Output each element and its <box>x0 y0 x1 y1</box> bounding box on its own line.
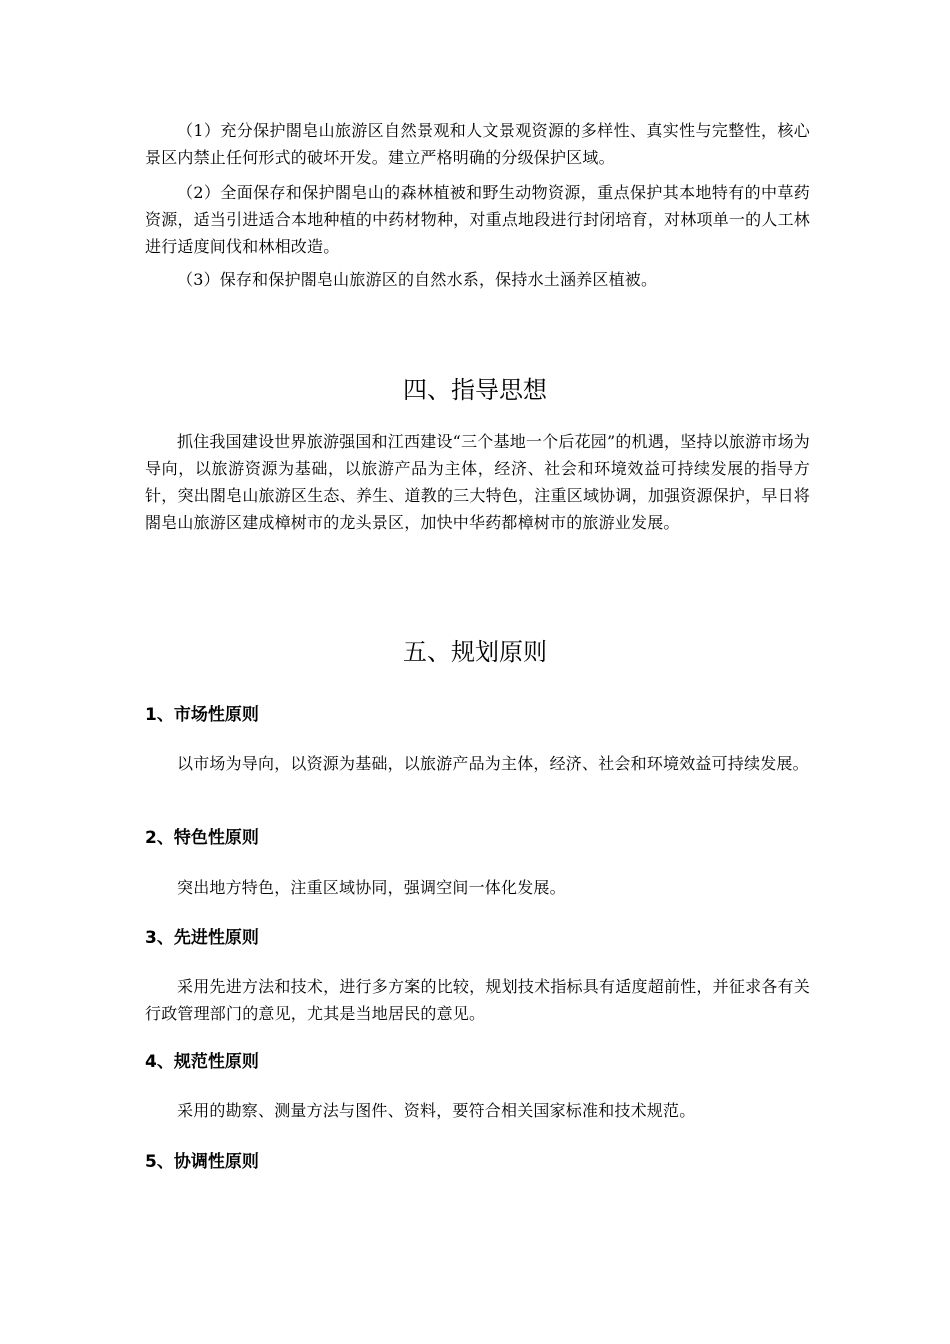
principle-3-title: 3、先进性原则 <box>145 928 259 948</box>
section-4-title: 四、指导思想 <box>403 376 547 404</box>
section-4-paragraph: 抓住我国建设世界旅游强国和江西建设“三个基地一个后花园”的机遇，坚持以旅游市场为导向，以旅游资源为基础，以旅游产品为主体，经济、社会和环境效益可持续发展的指导方针，突出閤皂山旅游区生态、养生、道教的三大特色，注重区域协调，加强资源保护，早日将閤皂山旅游区建成樟树市的龙头景区，加快中华药都樟树市的旅游业发展。 <box>145 432 810 532</box>
protection-paragraph-3: （3）保存和保护閤皂山旅游区的自然水系，保持水土涵养区植被。 <box>177 270 658 289</box>
principle-2-text: 突出地方特色，注重区域协同，强调空间一体化发展。 <box>177 878 566 897</box>
principle-3-text: 采用先进方法和技术，进行多方案的比较，规划技术指标具有适度超前性，并征求各有关行政管理部门的意见，尤其是当地居民的意见。 <box>145 977 810 1023</box>
protection-paragraph-2: （2）全面保存和保护閤皂山的森林植被和野生动物资源，重点保护其本地特有的中草药资源，适当引进适合本地种植的中药材物种，对重点地段进行封闭培育，对林项单一的人工林进行适度间伐和林相改造。 <box>145 183 810 256</box>
principle-4-title: 4、规范性原则 <box>145 1052 259 1072</box>
principle-1-text: 以市场为导向，以资源为基础，以旅游产品为主体，经济、社会和环境效益可持续发展。 <box>177 754 809 773</box>
principle-2-title: 2、特色性原则 <box>145 828 259 848</box>
principle-5-title: 5、协调性原则 <box>145 1152 259 1172</box>
section-5-title: 五、规划原则 <box>403 638 547 666</box>
principle-4-text: 采用的勘察、测量方法与图件、资料，要符合相关国家标准和技术规范。 <box>177 1101 696 1120</box>
principle-1-title: 1、市场性原则 <box>145 705 259 725</box>
protection-paragraph-1: （1）充分保护閤皂山旅游区自然景观和人文景观资源的多样性、真实性与完整性，核心景区内禁止任何形式的破坏开发。建立严格明确的分级保护区域。 <box>145 121 810 167</box>
